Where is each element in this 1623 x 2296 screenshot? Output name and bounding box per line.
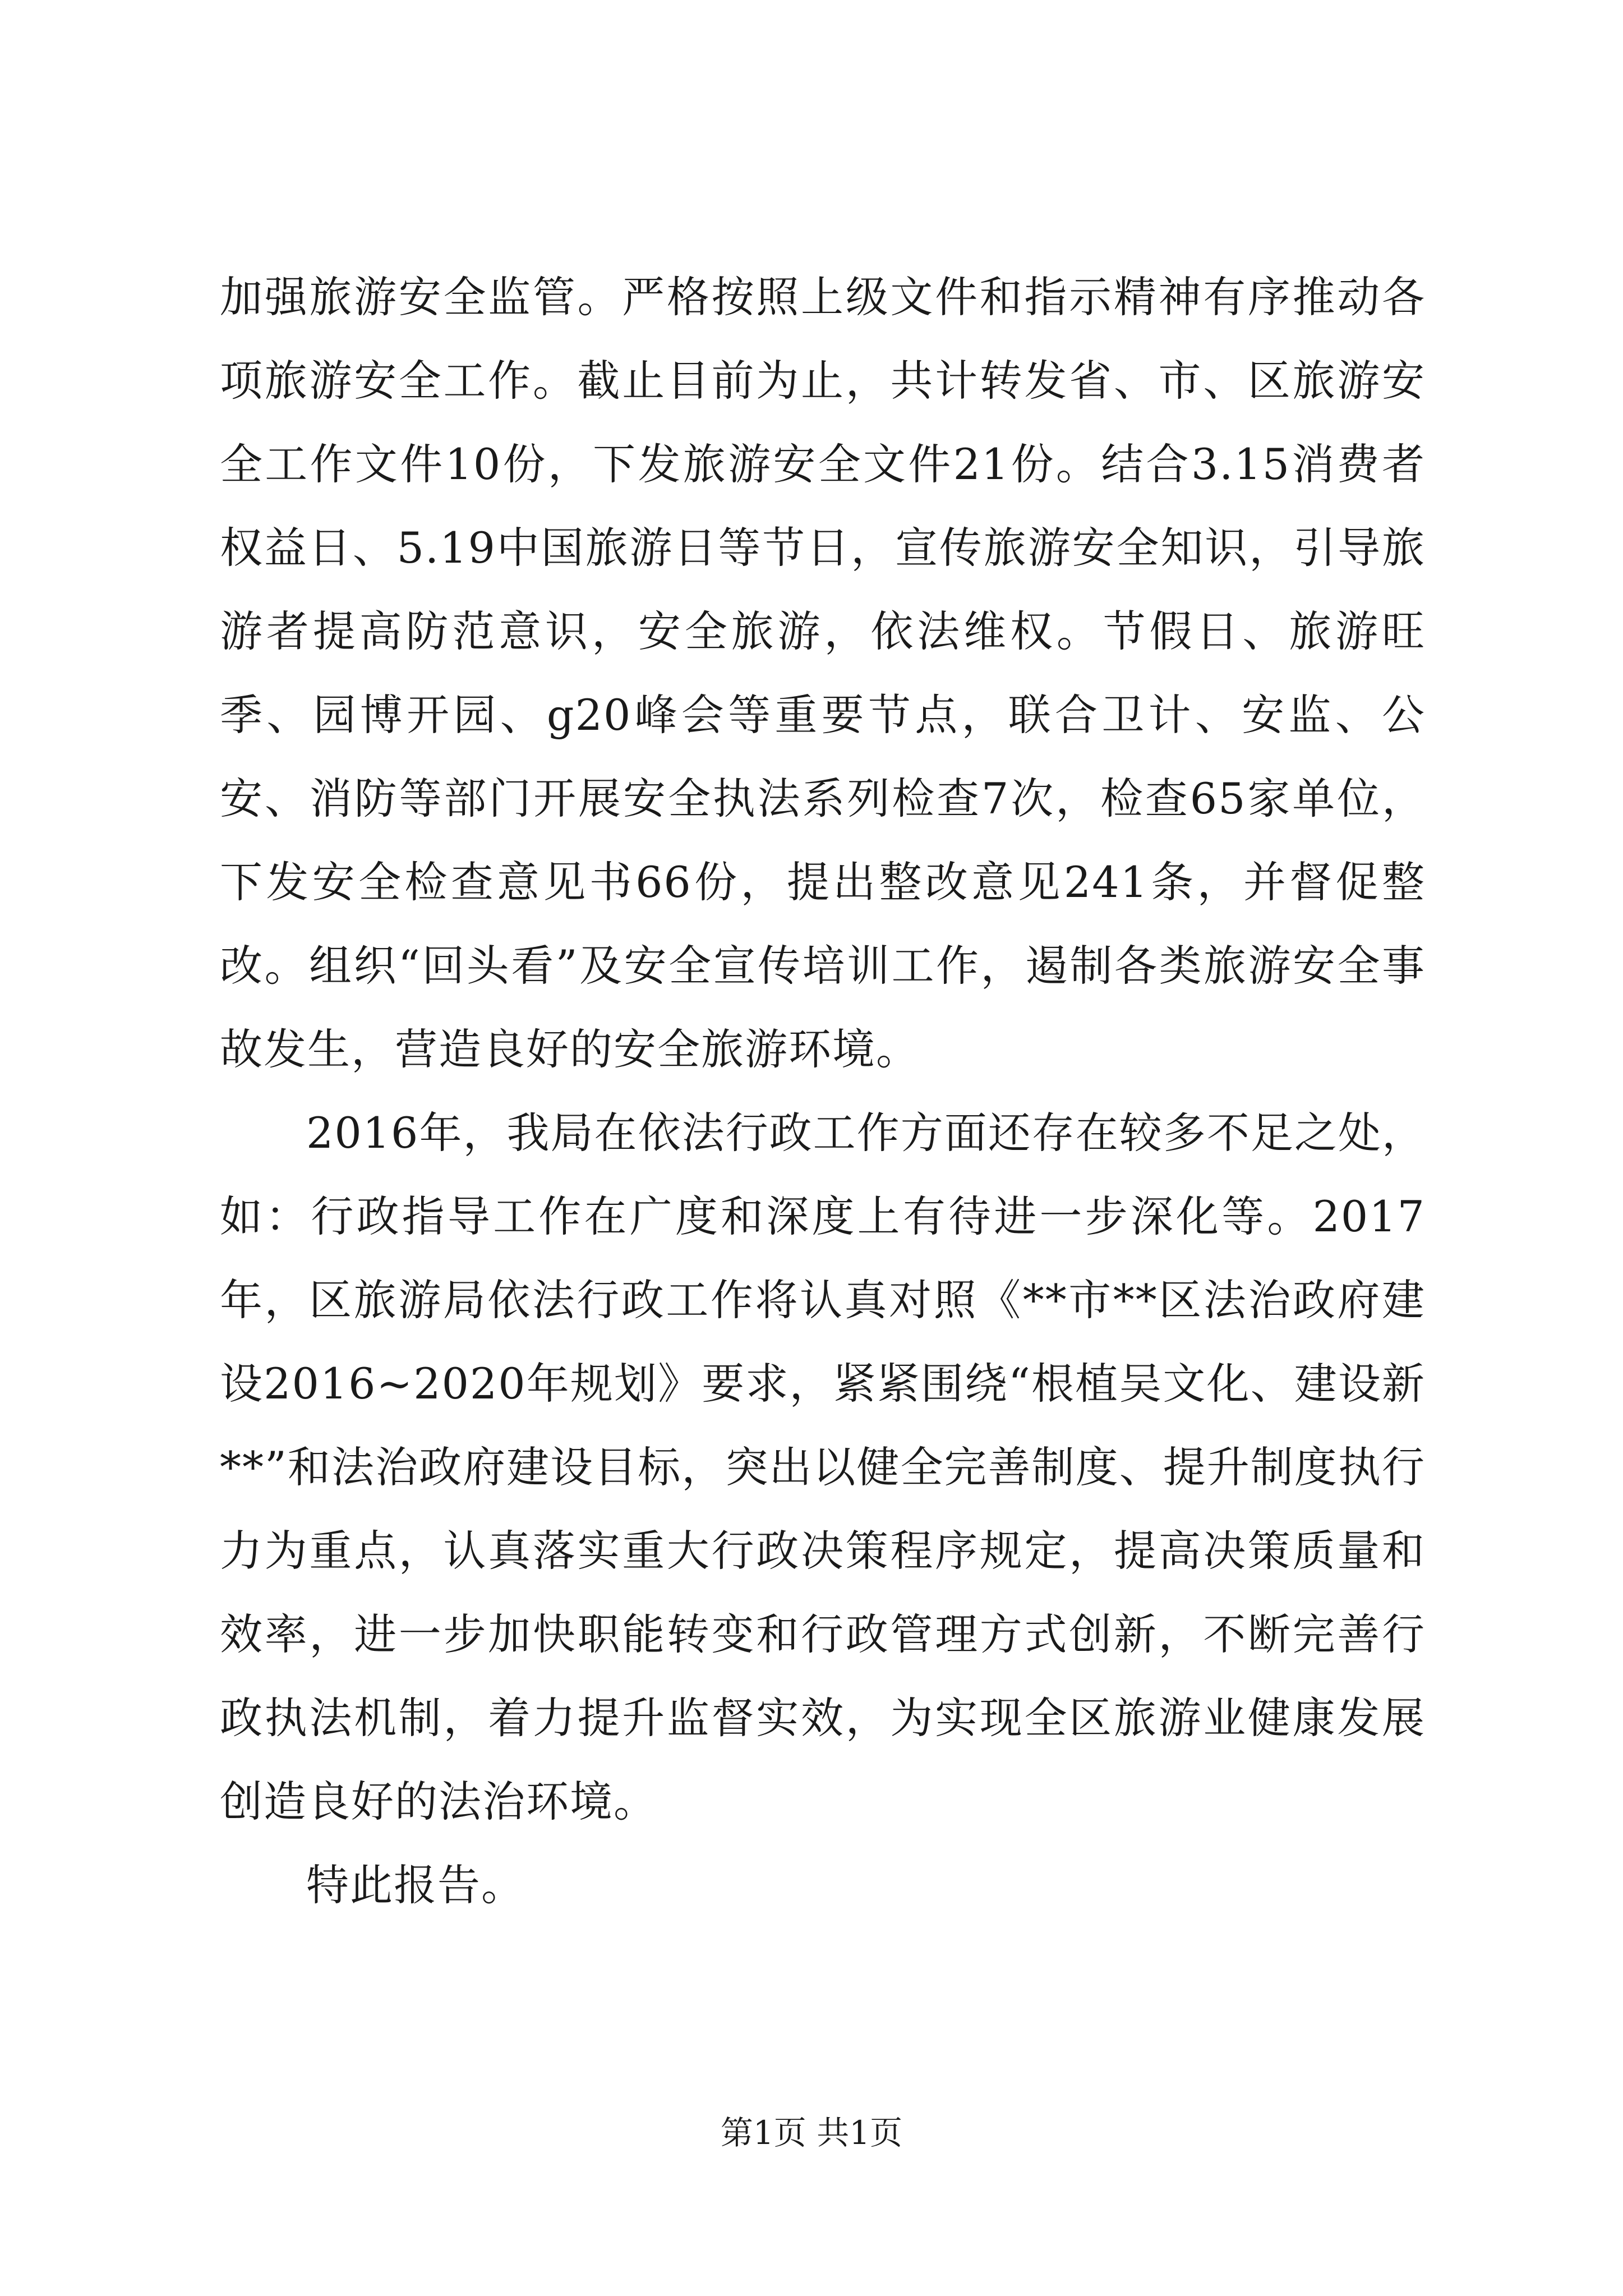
- paragraph-shortcomings-and-plan: 2016年，我局在依法行政工作方面还存在较多不足之处，如：行政指导工作在广度和深度上有待进一步深化等。2017年，区旅游局依法行政工作将认真对照《**市**区法治政府建设2016~2020年规划》要求，紧紧围绕“根植吴文化、建设新**”和法治政府建设目标，突出以健全完善制度、提升制度执行力为重点，认真落实重大行政决策程序规定，提高决策质量和效率，进一步加快职能转变和行政管理方式创新，不断完善行政执法机制，着力提升监督实效，为实现全区旅游业健康发展创造良好的法治环境。: [220, 1108, 1426, 1826]
- page-footer: 第1页 共1页: [720, 2114, 903, 2152]
- paragraph-safety-supervision: 加强旅游安全监管。严格按照上级文件和指示精神有序推动各项旅游安全工作。截止目前为止，共计转发省、市、区旅游安全工作文件10份，下发旅游安全文件21份。结合3.15消费者权益日、5.19中国旅游日等节日，宣传旅游安全知识，引导旅游者提高防范意识，安全旅游，依法维权。节假日、旅游旺季、园博开园、g20峰会等重要节点，联合卫计、安监、公安、消防等部门开展安全执法系列检查7次，检查65家单位，下发安全检查意见书66份，提出整改意见241条，并督促整改。组织“回头看”及安全宣传培训工作，遏制各类旅游安全事故发生，营造良好的安全旅游环境。: [220, 272, 1426, 1074]
- document-body: [220, 255, 1426, 1927]
- paragraph-closing: 特此报告。: [306, 1860, 525, 1910]
